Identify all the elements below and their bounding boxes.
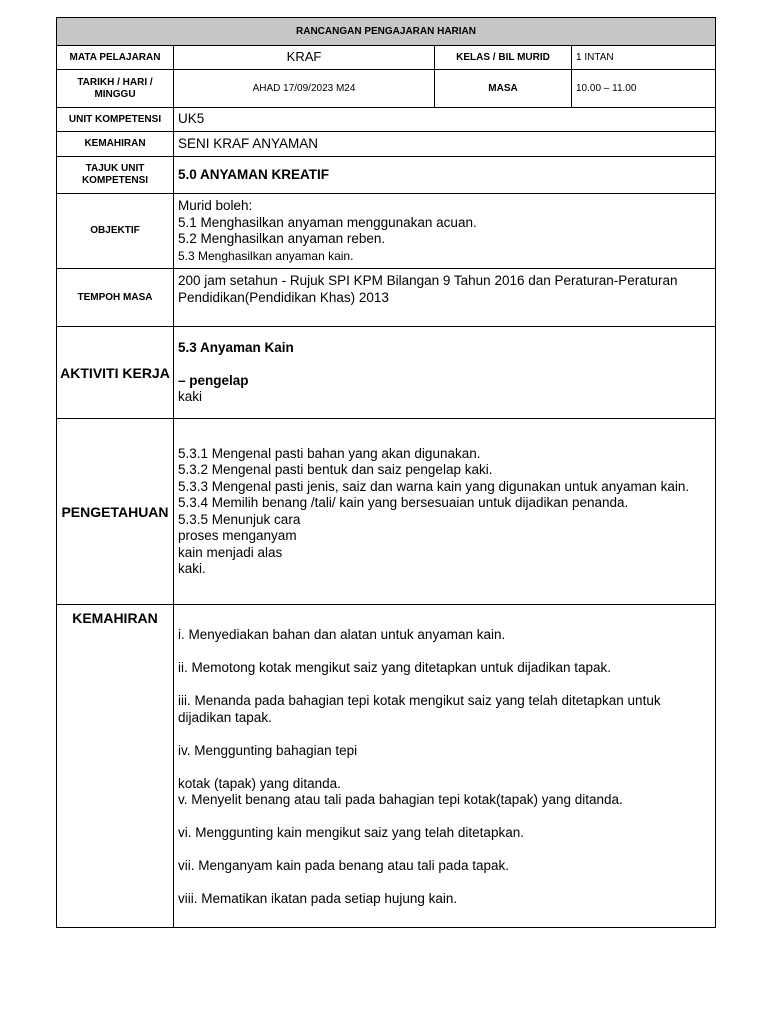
mata-pelajaran-value: KRAF (174, 46, 435, 70)
kemahiran-item: i. Menyediakan bahan dan alatan untuk anyaman kain. (178, 627, 506, 642)
tempoh-label: TEMPOH MASA (57, 269, 174, 327)
kemahiran-label: KEMAHIRAN (57, 605, 174, 928)
objektif-line: 5.1 Menghasilkan anyaman menggunakan acuan. (178, 214, 477, 230)
pengetahuan-line: 5.3.2 Mengenal pasti bentuk dan saiz pengelap kaki. (178, 462, 493, 477)
aktiviti-extra: kaki (178, 389, 203, 404)
pengetahuan-line: 5.3.1 Mengenal pasti bahan yang akan digunakan. (178, 445, 481, 461)
aktiviti-subtitle: – pengelap (178, 372, 249, 388)
masa-label: MASA (435, 70, 572, 108)
aktiviti-content (174, 327, 716, 419)
aktiviti-title: 5.3 Anyaman Kain (178, 339, 294, 355)
unit-kompetensi-label: UNIT KOMPETENSI (57, 108, 174, 132)
kemahiran-item: viii. Mematikan ikatan pada setiap hujung kain. (178, 891, 458, 906)
aktiviti-label: AKTIVITI KERJA (57, 327, 174, 419)
pengetahuan-line: kaki. (178, 561, 206, 576)
masa-value: 10.00 – 11.00 (572, 70, 716, 108)
objektif-line: 5.2 Menghasilkan anyaman reben. (178, 231, 386, 246)
kemahiran-top-value: SENI KRAF ANYAMAN (174, 132, 716, 157)
lesson-plan-document (56, 17, 715, 928)
kemahiran-item: vii. Menganyam kain pada benang atau tali pada tapak. (178, 858, 509, 873)
tarikh-value: AHAD 17/09/2023 M24 (174, 70, 435, 108)
objektif-line: Murid boleh: (178, 198, 253, 213)
unit-kompetensi-value: UK5 (174, 108, 716, 132)
tempoh-value: 200 jam setahun - Rujuk SPI KPM Bilangan 9 Tahun 2016 dan Peraturan-Peraturan Pendidikan(Pendidikan Khas) 2013 (174, 269, 716, 327)
lesson-plan-table (56, 17, 716, 928)
objektif-line: 5.3 Menghasilkan anyaman kain. (178, 248, 354, 263)
pengetahuan-line: 5.3.4 Memilih benang /tali/ kain yang bersesuaian untuk dijadikan penanda. (178, 495, 629, 510)
pengetahuan-line: kain menjadi alas (178, 544, 283, 560)
tarikh-label: TARIKH / HARI / MINGGU (57, 70, 174, 108)
pengetahuan-line: 5.3.5 Menunjuk cara (178, 511, 301, 527)
pengetahuan-content (174, 419, 716, 605)
tajuk-label: TAJUK UNIT KOMPETENSI (57, 157, 174, 194)
objektif-label: OBJEKTIF (57, 194, 174, 269)
kemahiran-item: vi. Menggunting kain mengikut saiz yang telah ditetapkan. (178, 825, 524, 840)
kemahiran-item: iv. Menggunting bahagian tepi (178, 742, 358, 758)
kemahiran-item: v. Menyelit benang atau tali pada bahagian tepi kotak(tapak) yang ditanda. (178, 792, 623, 807)
tajuk-value: 5.0 ANYAMAN KREATIF (174, 157, 716, 194)
kemahiran-item: ii. Memotong kotak mengikut saiz yang ditetapkan untuk dijadikan tapak. (178, 660, 612, 675)
kemahiran-top-label: KEMAHIRAN (57, 132, 174, 157)
mata-pelajaran-label: MATA PELAJARAN (57, 46, 174, 70)
kemahiran-content (174, 605, 716, 928)
kelas-value: 1 INTAN (572, 46, 716, 70)
kemahiran-item: kotak (tapak) yang ditanda. (178, 775, 341, 791)
pengetahuan-line: 5.3.3 Mengenal pasti jenis, saiz dan warna kain yang digunakan untuk anyaman kain. (178, 478, 690, 494)
pengetahuan-label: PENGETAHUAN (57, 419, 174, 605)
kemahiran-item: iii. Menanda pada bahagian tepi kotak mengikut saiz yang telah ditetapkan untuk dijadikan tapak. (178, 693, 661, 725)
kelas-label: KELAS / BIL MURID (435, 46, 572, 70)
pengetahuan-line: proses menganyam (178, 528, 297, 543)
objektif-content (174, 194, 716, 269)
table-header: RANCANGAN PENGAJARAN HARIAN (57, 18, 716, 46)
